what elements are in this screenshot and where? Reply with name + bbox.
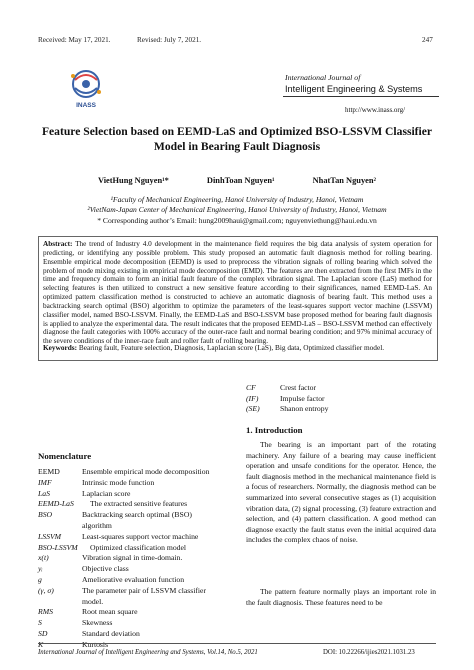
nomenclature-definition: Root mean square: [82, 607, 138, 617]
nomenclature-symbol: yᵢ: [38, 564, 43, 574]
nomenclature-item: [38, 553, 182, 562]
keywords-label: Keywords:: [43, 343, 78, 352]
intro-paragraph-1: The bearing is an important part of the rotating machinery. Any failure of a bearing may cause inefficient operation and unsafe conditions for the operator. Hence, the fault diagnosis method in the mechanical maintenance field is a focus of researchers. Normally, the diagnosis method can be summarized into several consecutive stages as (1) acquisition vibration data, (2) signal processing, (3) feature extraction and selection, and (4) pattern classification. A good method can diagnose exactly the fault status even the initial acquired data includes the complex chaos of noise.: [246, 440, 436, 545]
revised-date: Revised: July 7, 2021.: [137, 36, 202, 44]
nomenclature-definition: Backtracking search optimal (BSO): [82, 510, 192, 520]
author-2: DinhToan Nguyen¹: [206, 176, 275, 185]
nomenclature-definition: Standard deviation: [82, 629, 140, 638]
footer-doi[interactable]: DOI: 10.22266/ijies2021.1031.23: [323, 649, 415, 656]
nomenclature-definition: Laplacian score: [82, 488, 131, 498]
nomenclature-definition: Least-squares support vector machine: [82, 531, 199, 541]
nomenclature-item: [38, 564, 129, 573]
nomenclature-item: [38, 640, 108, 649]
footer-journal: International Journal of Intelligent Engineering and Systems, Vol.14, No.5, 2021: [38, 649, 258, 656]
nomenclature-symbol: LaS: [38, 488, 50, 498]
journal-line2: Intelligent Engineering & Systems: [285, 84, 423, 94]
nomenclature-symbol: RMS: [38, 607, 53, 617]
journal-url[interactable]: http://www.inass.org/: [345, 106, 406, 114]
nomenclature-symbol: SD: [38, 629, 48, 638]
nomenclature-definition: Impulse factor: [280, 393, 325, 403]
received-date: Received: May 17, 2021.: [38, 36, 111, 44]
nomenclature-item: [38, 532, 198, 541]
nomenclature-definition: Vibration signal in time-domain.: [82, 553, 183, 563]
footer-rule: [38, 643, 436, 644]
nomenclature-item: [38, 618, 112, 627]
nomenclature-item: [38, 478, 154, 487]
nomenclature-item: [38, 489, 130, 498]
nomenclature-symbol: x(t): [38, 553, 49, 563]
nomenclature-definition: Objective class: [82, 564, 129, 574]
nomenclature-item: [38, 575, 184, 584]
intro-heading: 1. Introduction: [246, 425, 303, 435]
nomenclature-item: [246, 404, 328, 413]
nomenclature-symbol: IMF: [38, 477, 52, 487]
nomenclature-item: [38, 499, 187, 508]
nomenclature-definition: Crest factor: [280, 383, 317, 392]
nomenclature-item: [246, 383, 316, 392]
nomenclature-symbol: S: [38, 618, 42, 628]
nomenclature-symbol: EEMD-LaS: [38, 499, 74, 509]
nomenclature-definition: model.: [82, 596, 104, 606]
nomenclature-definition: Intrinsic mode function: [82, 477, 155, 487]
author-3: NhatTan Nguyen²: [312, 176, 377, 185]
abstract-label: Abstract:: [43, 240, 73, 248]
journal-rule: [283, 96, 439, 97]
nomenclature-item: [246, 394, 325, 403]
nomenclature-definition: The parameter pair of LSSVM classifier: [82, 585, 207, 595]
nomenclature-definition: Kurtosis: [82, 639, 109, 649]
nomenclature-definition: Ensemble empirical mode decomposition: [82, 467, 210, 476]
nomenclature-definition: algorithm: [82, 521, 112, 530]
page-number: 247: [422, 36, 433, 44]
nomenclature-item: [38, 607, 138, 616]
nomenclature-definition: Shanon entropy: [280, 404, 329, 413]
author-1: VietHung Nguyen¹*: [97, 176, 169, 185]
nomenclature-symbol: g: [38, 575, 42, 584]
abstract-text: [43, 240, 432, 346]
nomenclature-definition: Ameliorative evaluation function: [82, 575, 185, 584]
affiliation-2: ²VietNam-Japan Center of Mechanical Engineering, Hanoi University of Industry, Hanoi, Vietnam: [87, 205, 387, 214]
logo-text: INASS: [76, 102, 96, 109]
title-line-1: Feature Selection based on EEMD-LaS and Optimized BSO-LSSVM Classifier: [41, 125, 433, 138]
nomenclature-symbol: BSO-LSSVM: [38, 542, 78, 552]
inass-logo: [58, 64, 114, 112]
nomenclature-item: [38, 629, 140, 638]
journal-line1: International Journal of: [285, 73, 361, 82]
nomenclature-heading: Nomenclature: [38, 451, 92, 461]
nomenclature-symbol: BSO: [38, 510, 53, 520]
affiliation-1: ¹Faculty of Mechanical Engineering, Hanoi University of Industry, Hanoi, Vietnam: [110, 195, 364, 204]
nomenclature-item: [38, 597, 103, 606]
nomenclature-item: [38, 586, 206, 595]
nomenclature-symbol: (IF): [246, 393, 259, 403]
paper-title: [20, 124, 454, 154]
nomenclature-item: [38, 467, 209, 476]
corresponding-author: * Corresponding author’s Email: hung2009haui@gmail.com; nguyenviethung@haui.edu.vn: [97, 216, 377, 225]
author-list: [20, 176, 454, 185]
nomenclature-symbol: K: [38, 639, 44, 649]
nomenclature-item: [38, 543, 186, 552]
nomenclature-item: [38, 521, 112, 530]
nomenclature-definition: Skewness: [82, 618, 113, 628]
nomenclature-definition: The extracted sensitive features: [90, 499, 188, 509]
nomenclature-definition: Optimized classification model: [90, 542, 187, 552]
nomenclature-symbol: EEMD: [38, 467, 60, 476]
title-line-2: Model in Bearing Fault Diagnosis: [153, 140, 321, 153]
nomenclature-symbol: (SE): [246, 404, 260, 413]
keywords: [43, 343, 432, 352]
keywords-text: Bearing fault, Feature selection, Diagnosis, Laplacian score (LaS), Big data, Optimized classifier model.: [78, 343, 385, 352]
intro-paragraph-2: The pattern feature normally plays an important role in the fault diagnosis. These features need to be: [246, 587, 436, 607]
nomenclature-item: [38, 510, 192, 519]
nomenclature-symbol: (γ, σ): [38, 585, 54, 595]
nomenclature-symbol: LSSVM: [38, 531, 62, 541]
nomenclature-symbol: CF: [246, 383, 256, 392]
abstract-body: The trend of Industry 4.0 development in the maintenance field requires the big data analysis of system operation for predicting, or identifying any possible problem. This study proposed an automatic fault diagnosis method for rolling bearing. Ensemble empirical mode decomposition (EEMD) is used to preprocess the vibration signals of rolling bearing which solved the problem of mode mixing existing in empirical mode decomposition (EMD). The features are then extracted from the first IMFs in the time and frequency domain to form an initial fault feature of the complex vibration signal. The Laplacian score (LaS) method for selecting features is then utilized to construct a new sensitive feature according to their significances, named EEMD-LaS. An optimized pattern classification method is constructed to achieve an automatic diagnosis of bearing fault. This method uses a backtracking search optimal (BSO) algorithm to optimize the parameters of the least-squares support vector machine (LSSVM) classifier model, named BSO-LSSVM. Finally, the EEMD-LaS and BSO-LSSVM base proposed method for bearing fault diagnosis is applied to analyze the experimental data. The result indicates that the proposed EEMD-LaS – BSO-LSSVM method can effectively diagnose the fault categories with 100% accuracy of the outer-race fault and normal bearing condition; and 97% minimal accuracy of the severe conditions of the inner-race fault and roller fault of rolling bearing.: [43, 240, 432, 346]
